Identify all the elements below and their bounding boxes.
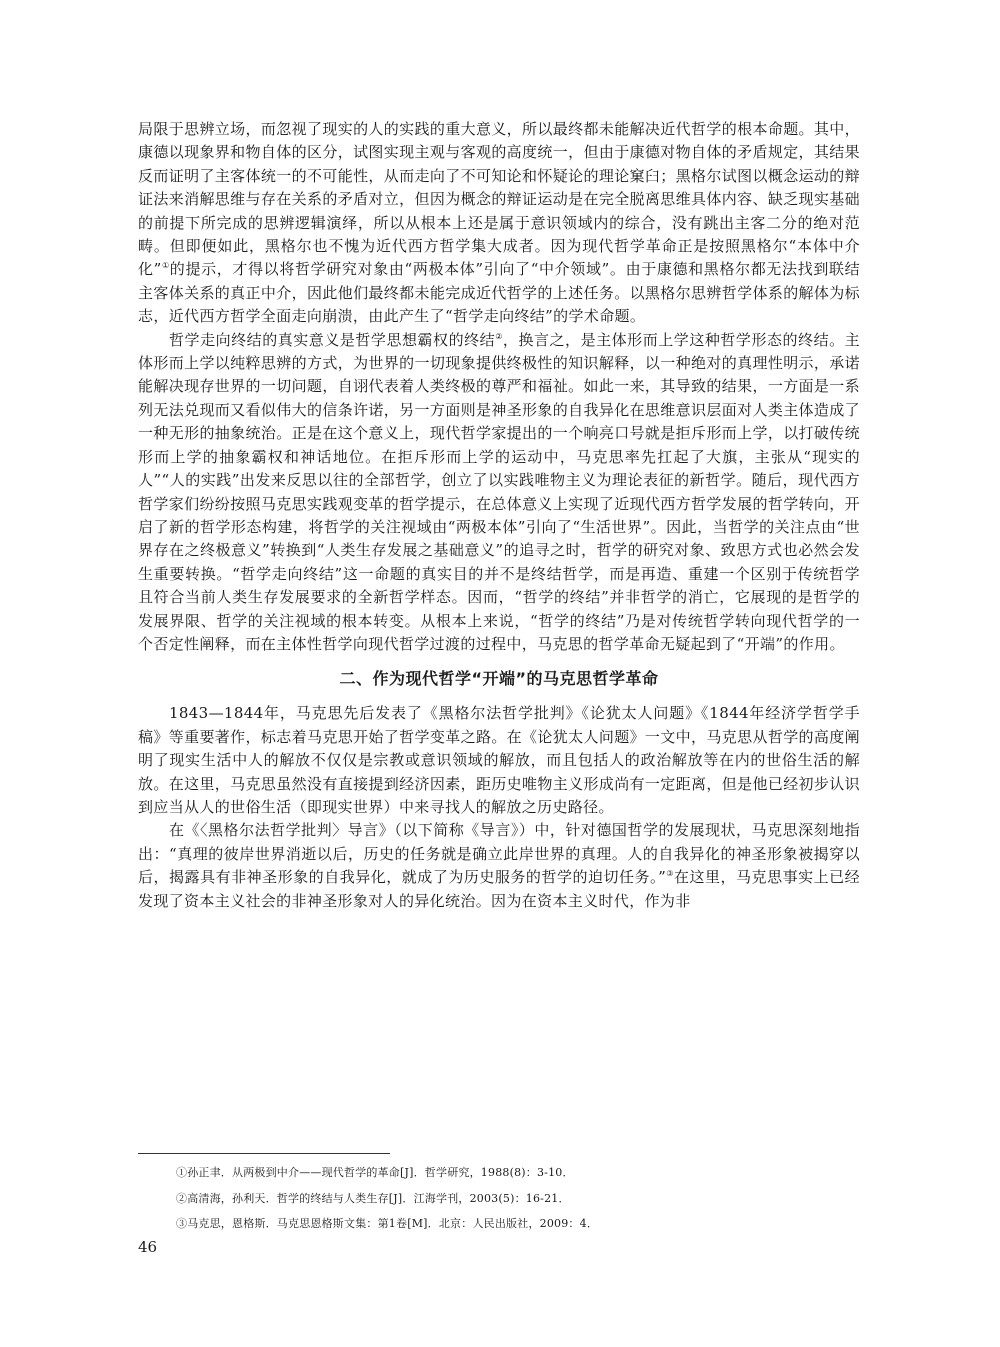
article-body xyxy=(138,118,860,913)
footnote: ③马克思，恩格斯．马克思恩格斯文集：第1卷[M]．北京：人民出版社，2009：4． xyxy=(176,1217,599,1230)
paragraph xyxy=(138,819,860,913)
footnote-reference[interactable]: ③ xyxy=(666,869,674,879)
section-heading: 二、作为现代哲学“开端”的马克思哲学革命 xyxy=(339,669,659,689)
paragraph-text: 哲学走向终结的真实意义是哲学思想霸权的终结 xyxy=(169,330,496,349)
paragraph: 1843—1844年，马克思先后发表了《黑格尔法哲学批判》《论犹太人问题》《1844年经济学哲学手稿》等重要著作，标志着马克思开始了哲学变革之路。在《论犹太人问题》一文中，马克思从哲学的高度阐明了现实生活中人的解放不仅仅是宗教或意识领域的解放，而且包括人的政治解放等在内的世俗生活的解放。在这里，马克思虽然没有直接提到经济因素，距历史唯物主义形成尚有一定距离，但是他已经初步认识到应当从人的世俗生活（即现实世界）中来寻找人的解放之历史路径。 xyxy=(138,704,860,816)
paragraph-text: 在这里，马克思事实上已经发现了资本主义社会的非神圣形象对人的异化统治。因为在资本主义时代，作为非 xyxy=(138,868,861,910)
footnote-divider xyxy=(138,1153,390,1154)
paragraph xyxy=(138,118,860,329)
paragraph-text: 在《〈黑格尔法哲学批判〉导言》（以下简称《导言》）中，针对德国哲学的发展现状，马克思深刻地指出：“真理的彼岸世界消逝以后，历史的任务就是确立此岸世界的真理。人的自我异化的神圣形象被揭穿以后，揭露具有非神圣形象的自我异化，就成了为历史服务的哲学的迫切任务。” xyxy=(138,821,860,887)
paragraph-text: 局限于思辨立场，而忽视了现实的人的实践的重大意义，所以最终都未能解决近代哲学的根本命题。其中，康德以现象界和物自体的区分，试图实现主观与客观的高度统一，但由于康德对物自体的矛盾规定，其结果反而证明了主客体统一的不可能性，从而走向了不可知论和怀疑论的理论窠臼；黑格尔试图以概念运动的辩证法来消解思维与存在关系的矛盾对立，但因为概念的辩证运动是在完全脱离思维具体内容、缺乏现实基础的前提下所完成的思辨逻辑演绎，所以从根本上还是属于意识领域内的综合，没有跳出主客二分的绝对范畴。但即便如此，黑格尔也不愧为近代西方哲学集大成者。因为现代哲学革命正是按照黑格尔“本体中介化” xyxy=(138,120,860,279)
footnote: ②高清海，孙利天．哲学的终结与人类生存[J]．江海学刊，2003(5)：16-21． xyxy=(176,1191,570,1205)
footnote-reference[interactable]: ② xyxy=(495,331,503,341)
page-number: 46 xyxy=(138,1238,158,1256)
paragraph xyxy=(138,329,860,657)
paragraph-text: ，换言之，是主体形而上学这种哲学形态的终结。主体形而上学以纯粹思辨的方式，为世界的一切现象提供终极性的知识解释，以一种绝对的真理性明示，承诺能解决现存世界的一切问题，自诩代表着人类终极的尊严和福祉。如此一来，其导致的结果，一方面是一系列无法兑现而又看似伟大的信条许诺，另一方面则是神圣形象的自我异化在思维意识层面对人类主体造成了一种无形的抽象统治。正是在这个意义上，现代哲学家提出的一个响亮口号就是拒斥形而上学，以打破传统形而上学的抽象霸权和神话地位。在拒斥形而上学的运动中，马克思率先扛起了大旗，主张从“现实的人”“人的实践”出发来反思以往的全部哲学，创立了以实践唯物主义为理论表征的新哲学。随后，现代西方哲学家们纷纷按照马克思实践观变革的哲学提示，在总体意义上实现了近现代西方哲学发展的哲学转向，开启了新的哲学形态构建，将哲学的关注视域由“两极本体”引向了“生活世界”。因此，当哲学的关注点由“世界存在之终极意义”转换到“人类生存发展之基础意义”的追寻之时，哲学的研究对象、致思方式也必然会发生重要转换。“哲学走向终结”这一命题的真实目的并不是终结哲学，而是再造、重建一个区别于传统哲学且符合当前人类生存发展要求的全新哲学样态。因而，“哲学的终结”并非哲学的消亡，它展现的是哲学的发展界限、哲学的关注视域的根本转变。从根本上来说，“哲学的终结”乃是对传统哲学转向现代哲学的一个否定性阐释，而在主体性哲学向现代哲学过渡的过程中，马克思的哲学革命无疑起到了“开端”的作用。 xyxy=(138,330,860,653)
footnotes xyxy=(176,1160,860,1237)
paragraph-text: 的提示，才得以将哲学研究对象由“两极本体”引向了“中介领域”。由于康德和黑格尔都无法找到联结主客体关系的真正中介，因此他们最终都未能完成近代哲学的上述任务。以黑格尔思辨哲学体系的解体为标志，近代西方哲学全面走向崩溃，由此产生了“哲学走向终结”的学术命题。 xyxy=(138,260,860,326)
footnote: ①孙正聿．从两极到中介——现代哲学的革命[J]．哲学研究，1988(8)：3-10． xyxy=(176,1166,574,1179)
footnote-reference[interactable]: ① xyxy=(161,261,170,271)
